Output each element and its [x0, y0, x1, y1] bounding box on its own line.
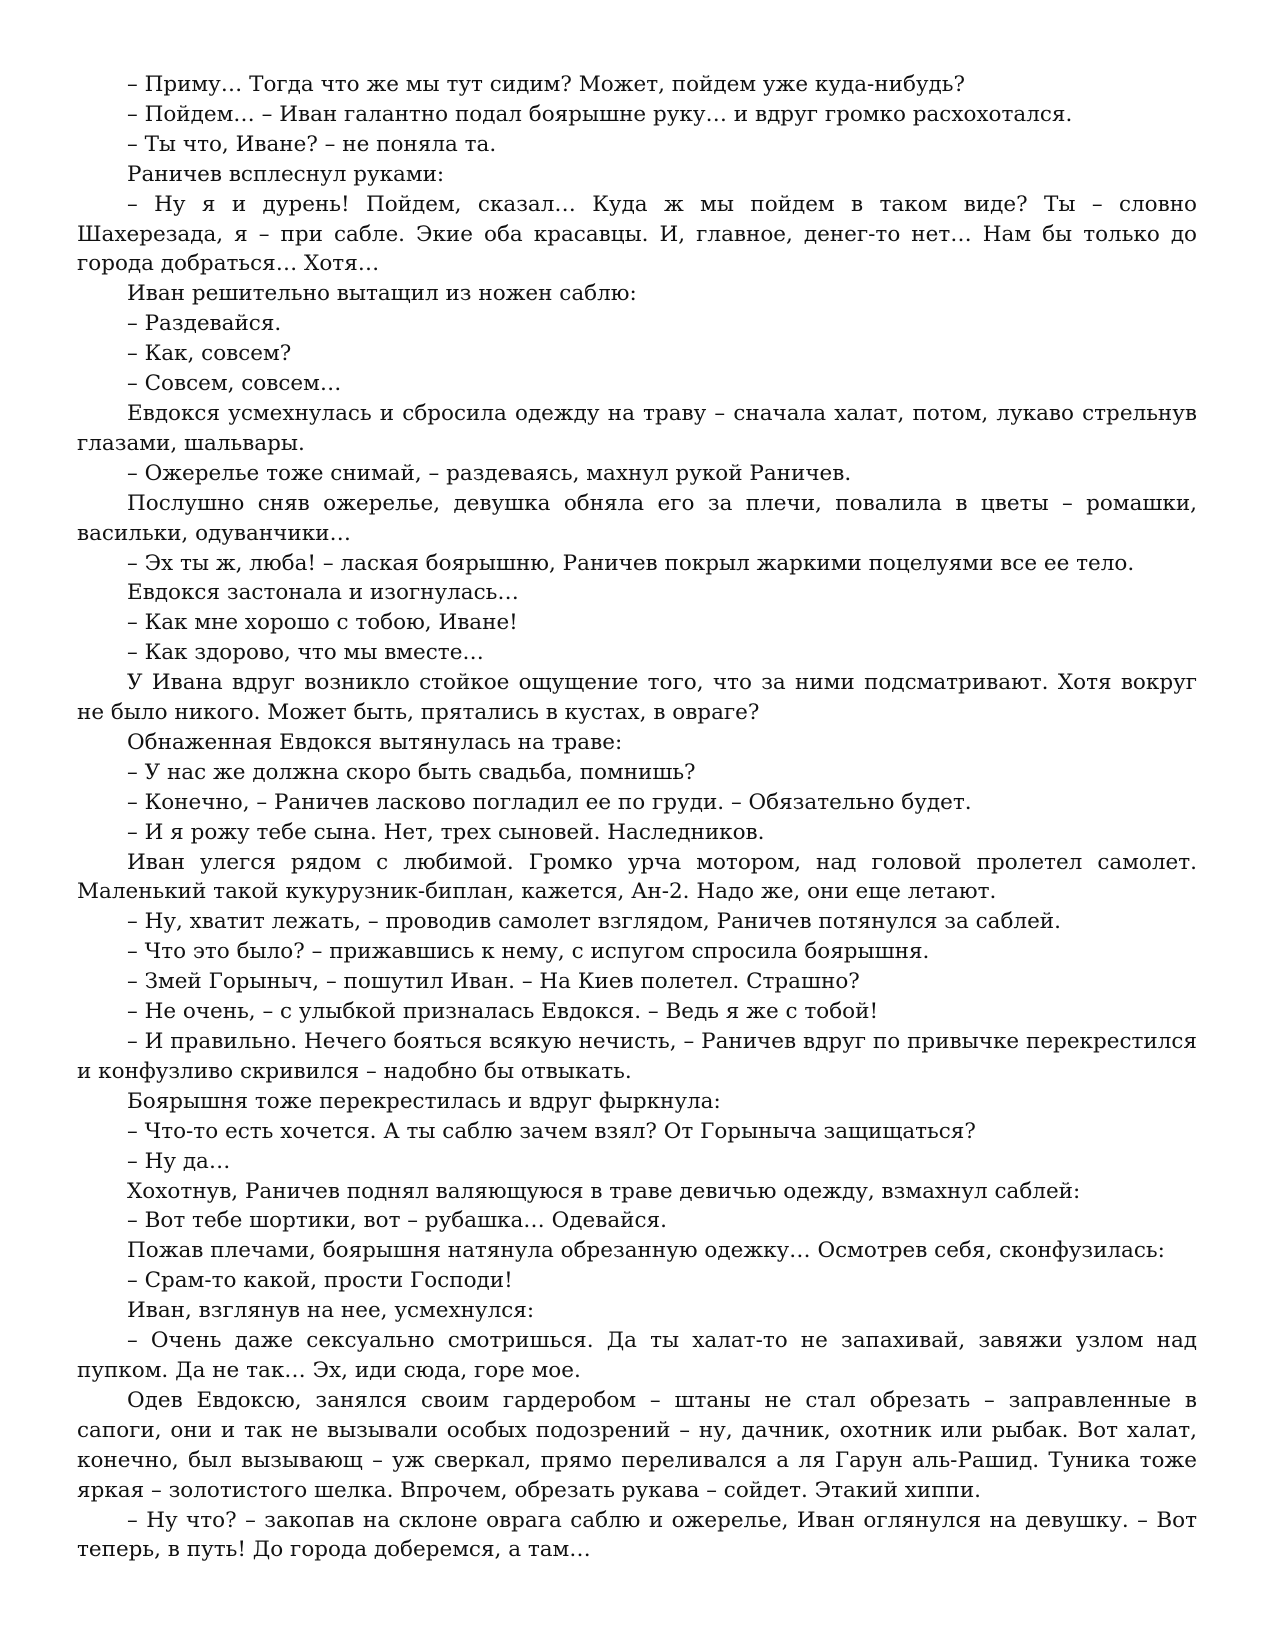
paragraph: – Конечно, – Раничев ласково погладил ее по груди. – Обязательно будет.: [127, 789, 972, 815]
paragraph: Хохотнув, Раничев поднял валяющуюся в траве девичью одежду, взмахнул саблей:: [127, 1178, 1081, 1204]
paragraph: Евдокся усмехнулась и сбросила одежду на траву – сначала халат, потом, лукаво стрельнув глазами, шальвары.: [77, 400, 1197, 456]
paragraph: – Ожерелье тоже снимай, – раздеваясь, махнул рукой Раничев.: [127, 460, 852, 486]
paragraph: Иван решительно вытащил из ножен саблю:: [127, 281, 637, 307]
paragraph: Пожав плечами, боярышня натянула обрезанную одежку… Осмотрев себя, сконфузилась:: [127, 1238, 1165, 1264]
paragraph: – Змей Горыныч, – пошутил Иван. – На Киев полетел. Страшно?: [127, 969, 860, 995]
paragraph: – Пойдем… – Иван галантно подал боярышне руку… и вдруг громко расхохотался.: [127, 101, 1073, 127]
paragraph: – И правильно. Нечего бояться всякую нечисть, – Раничев вдруг по привычке перекрестился и конфузливо скривился – надобно бы отвыкать.: [77, 1029, 1197, 1084]
paragraph: – Ну я и дурень! Пойдем, сказал… Куда ж мы пойдем в таком виде? Ты – словно Шахерезада, я – при сабле. Экие оба красавцы. И, главное, денег-то нет… Нам бы только до города добраться… Хотя…: [77, 191, 1197, 277]
paragraph: – Раздевайся.: [127, 311, 282, 337]
page-text: [77, 70, 1197, 1565]
paragraph: Раничев всплеснул руками:: [127, 161, 445, 187]
paragraph: У Ивана вдруг возникло стойкое ощущение того, что за ними подсматривают. Хотя вокруг не было никого. Может быть, прятались в кустах, в овраге?: [77, 670, 1197, 726]
paragraph: – Как здорово, что мы вместе…: [127, 640, 484, 666]
paragraph: – Ну да…: [127, 1148, 231, 1174]
paragraph: – Ну, хватит лежать, – проводив самолет взглядом, Раничев потянулся за саблей.: [127, 909, 1061, 935]
paragraph: – Что это было? – прижавшись к нему, с испугом спросила боярышня.: [127, 939, 930, 965]
paragraph: – Совсем, совсем…: [127, 371, 342, 397]
paragraph: – Очень даже сексуально смотришься. Да ты халат-то не запахивай, завяжи узлом над пупком. Да не так… Эх, иди сюда, горе мое.: [77, 1328, 1197, 1383]
paragraph: – Как, совсем?: [127, 341, 292, 367]
paragraph: – Что-то есть хочется. А ты саблю зачем взял? От Горыныча защищаться?: [127, 1118, 976, 1144]
paragraph: Иван улегся рядом с любимой. Громко урча мотором, над головой пролетел самолет. Маленький такой кукурузник-биплан, кажется, Ан-2. Надо же, они еще летают.: [77, 849, 1197, 905]
paragraph: – Вот тебе шортики, вот – рубашка… Одевайся.: [127, 1208, 667, 1234]
paragraph: – Ну что? – закопав на склоне оврага саблю и ожерелье, Иван оглянулся на девушку. – Вот теперь, в путь! До города доберемся, а там…: [77, 1507, 1197, 1563]
paragraph: – Эх ты ж, люба! – лаская боярышню, Раничев покрыл жаркими поцелуями все ее тело.: [127, 550, 1135, 576]
paragraph: – Как мне хорошо с тобою, Иване!: [127, 610, 518, 636]
paragraph: – Приму… Тогда что же мы тут сидим? Может, пойдем уже куда-нибудь?: [127, 72, 966, 97]
paragraph: Боярышня тоже перекрестилась и вдруг фыркнула:: [127, 1088, 721, 1114]
paragraph: – И я рожу тебе сына. Нет, трех сыновей. Наследников.: [127, 819, 765, 845]
paragraph: Послушно сняв ожерелье, девушка обняла его за плечи, повалила в цветы – ромашки, васильки, одуванчики…: [77, 490, 1197, 546]
paragraph: Иван, взглянув на нее, усмехнулся:: [127, 1298, 535, 1324]
paragraph: – Ты что, Иване? – не поняла та.: [127, 131, 497, 157]
paragraph: – У нас же должна скоро быть свадьба, помнишь?: [127, 759, 696, 785]
paragraph: Одев Евдоксю, занялся своим гардеробом – штаны не стал обрезать – заправленные в сапоги, они и так не вызывали особых подозрений – ну, дачник, охотник или рыбак. Вот халат, конечно, был вызывающ – уж сверкал, прямо переливался а ля Гарун аль-Рашид. Туника тоже яркая – золотистого шелка. Впрочем, обрезать рукава – сойдет. Этакий хиппи.: [77, 1387, 1197, 1503]
paragraph: Евдокся застонала и изогнулась…: [127, 580, 519, 606]
paragraph: – Срам-то какой, прости Господи!: [127, 1268, 513, 1294]
paragraph: – Не очень, – с улыбкой призналась Евдокся. – Ведь я же с тобой!: [127, 999, 879, 1025]
paragraph: Обнаженная Евдокся вытянулась на траве:: [127, 729, 623, 755]
